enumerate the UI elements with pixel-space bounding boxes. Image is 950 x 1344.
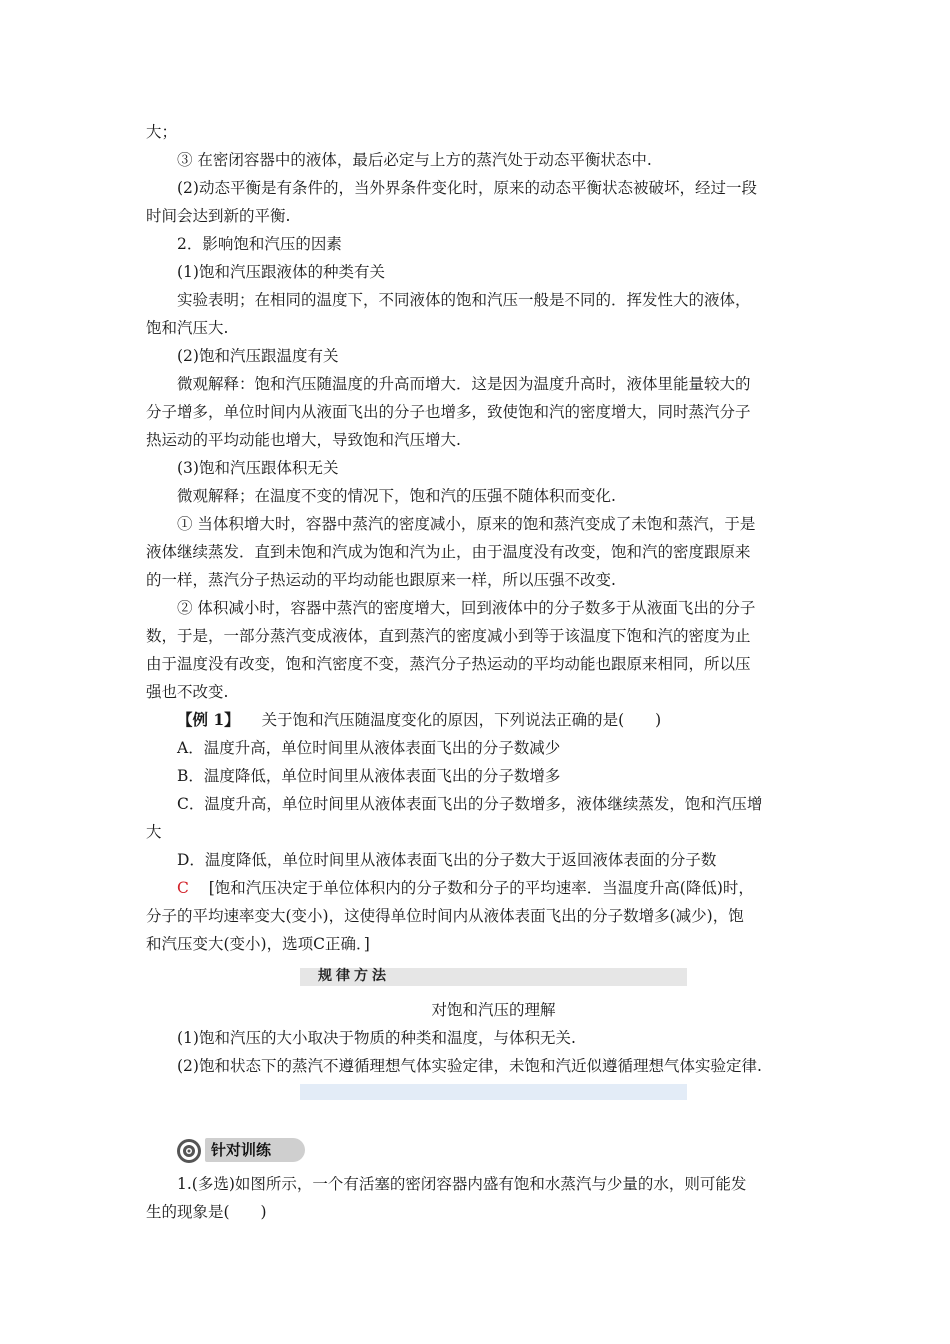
- option-d: D．温度降低，单位时间里从液体表面飞出的分子数大于返回液体表面的分子数: [177, 851, 717, 869]
- training-label: 针对训练: [205, 1138, 305, 1162]
- training-question: 1.(多选)如图所示，一个有活塞的密闭容器内盛有饱和水蒸汽与少量的水，则可能发: [177, 1175, 747, 1193]
- method-box-tag: 规律方法: [318, 968, 390, 984]
- explanation-text: [饱和汽压决定于单位体积内的分子数和分子的平均速率．当温度升高(降低)时，: [208, 879, 754, 897]
- text-line: 强也不改变.: [146, 683, 229, 701]
- text-line: 由于温度没有改变，饱和汽密度不变，蒸汽分子热运动的平均动能也跟原来相同，所以压: [146, 655, 751, 673]
- text-line: 实验表明；在相同的温度下，不同液体的饱和汽压一般是不同的．挥发性大的液体，: [177, 291, 751, 309]
- text-line: ② 体积减小时，容器中蒸汽的密度增大，回到液体中的分子数多于从液面飞出的分子: [177, 599, 756, 617]
- text-line: ③ 在密闭容器中的液体，最后必定与上方的蒸汽处于动态平衡状态中.: [177, 151, 652, 169]
- explanation-line: 和汽压变大(变小)，选项C正确．]: [146, 935, 370, 953]
- subheading: (3)饱和汽压跟体积无关: [177, 459, 339, 477]
- explanation-line: 分子的平均速率变大(变小)，这使得单位时间内从液体表面飞出的分子数增多(减少)，饱: [146, 907, 744, 925]
- answer-explanation: [146, 874, 841, 902]
- example-tag: 【例 1】: [177, 710, 240, 729]
- method-box-point: (2)饱和状态下的蒸汽不遵循理想气体实验定律，未饱和汽近似遵循理想气体实验定律.: [177, 1057, 762, 1075]
- text-line: 分子增多，单位时间内从液面飞出的分子也增多，致使饱和汽的密度增大，同时蒸汽分子: [146, 403, 751, 421]
- text-line: 时间会达到新的平衡.: [146, 207, 291, 225]
- option-b: B．温度降低，单位时间里从液体表面飞出的分子数增多: [177, 767, 561, 785]
- text-line: 微观解释：饱和汽压随温度的升高而增大．这是因为温度升高时，液体里能量较大的: [177, 375, 751, 393]
- option-a: A．温度升高，单位时间里从液体表面飞出的分子数减少: [177, 739, 561, 757]
- text-line: 大；: [146, 123, 178, 141]
- answer-letter: C: [177, 879, 189, 897]
- method-box-title: 对饱和汽压的理解: [431, 1001, 556, 1019]
- text-line: (2)动态平衡是有条件的，当外界条件变化时，原来的动态平衡状态被破坏，经过一段: [177, 179, 757, 197]
- training-question-cont: 生的现象是( ): [146, 1203, 267, 1221]
- example-question-text: 关于饱和汽压随温度变化的原因，下列说法正确的是( ): [261, 711, 662, 729]
- target-icon: [176, 1138, 202, 1164]
- method-box-point: (1)饱和汽压的大小取决于物质的种类和温度，与体积无关.: [177, 1029, 576, 1047]
- text-line: 饱和汽压大.: [146, 319, 229, 337]
- example-question: [146, 706, 841, 734]
- option-c: C．温度升高，单位时间里从液体表面飞出的分子数增多，液体继续蒸发，饱和汽压增: [177, 795, 763, 813]
- text-line: 液体继续蒸发．直到未饱和汽成为饱和汽为止，由于温度没有改变，饱和汽的密度跟原来: [146, 543, 751, 561]
- text-line: ① 当体积增大时，容器中蒸汽的密度减小，原来的饱和蒸汽变成了未饱和蒸汽，于是: [177, 515, 756, 533]
- subheading: (2)饱和汽压跟温度有关: [177, 347, 339, 365]
- text-line: 热运动的平均动能也增大，导致饱和汽压增大.: [146, 431, 461, 449]
- section-heading: 2．影响饱和汽压的因素: [177, 235, 342, 253]
- subheading: (1)饱和汽压跟液体的种类有关: [177, 263, 385, 281]
- text-line: 的一样，蒸汽分子热运动的平均动能也跟原来一样，所以压强不改变.: [146, 571, 616, 589]
- option-c-cont: 大: [146, 823, 162, 841]
- text-line: 微观解释；在温度不变的情况下，饱和汽的压强不随体积而变化.: [177, 487, 616, 505]
- text-line: 数，于是，一部分蒸汽变成液体，直到蒸汽的密度减小到等于该温度下饱和汽的密度为止: [146, 627, 751, 645]
- method-box-footer-bar: [300, 1084, 687, 1100]
